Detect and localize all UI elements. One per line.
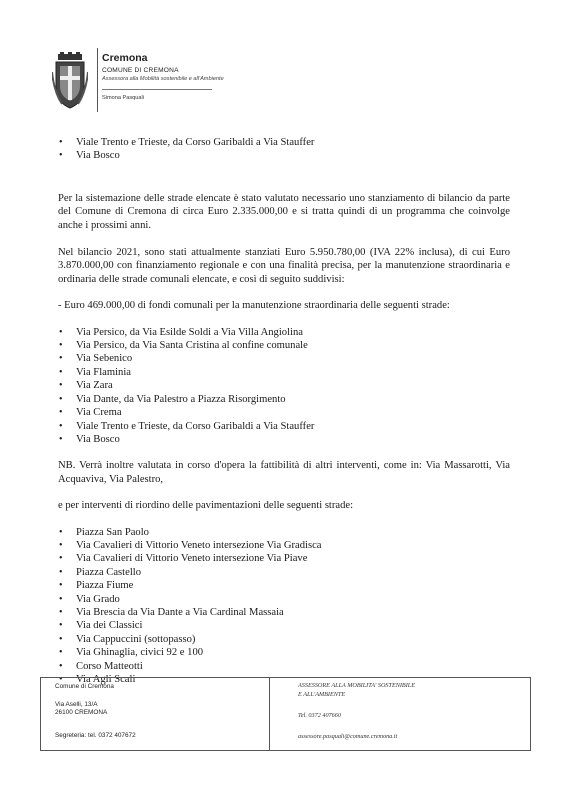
paragraph-nb: NB. Verrà inoltre valutata in corso d'opera la fattibilità di altri interventi, come in: Via Massarotti, Via Acquaviva, Via Palestro,: [58, 460, 510, 485]
maintenance-street-list: [58, 326, 510, 447]
footer-assessore-title-2: E ALL'AMBIENTE: [298, 691, 346, 698]
list-item: • Viale Trento e Trieste, da Corso Garibaldi a Via Stauffer: [76, 420, 510, 433]
list-item: • Via Crema: [76, 406, 510, 419]
document-body: [58, 136, 510, 686]
header-rule: [102, 89, 212, 90]
footer-assessore-email[interactable]: assessore.pasquali@comune.cremona.it: [298, 733, 398, 740]
city-crest-logo: [52, 52, 88, 110]
pavement-street-list: [58, 526, 510, 687]
footer-address-block: [41, 678, 270, 750]
paragraph-fondi-comunali: - Euro 469.000,00 di fondi comunali per la manutenzione straordinaria delle seguenti strade:: [58, 300, 450, 312]
list-item: • Via Ghinaglia, civici 92 e 100: [76, 646, 510, 659]
top-street-list: [58, 136, 510, 163]
paragraph-bilancio-2021: Nel bilancio 2021, sono stati attualmente stanziati Euro 5.950.780,00 (IVA 22% inclusa), di cui Euro 3.870.000,00 con finanziamento regionale e con una finalità precisa, per la manutenzione straordinaria e ordinaria delle strade comunali elencate, e così di seguito suddivisi:: [58, 247, 510, 285]
list-item: • Via Sebenico: [76, 352, 510, 365]
list-item: • Via Persico, da Via Santa Cristina al confine comunale: [76, 339, 510, 352]
list-item: • Via dei Classici: [76, 619, 510, 632]
list-item: • Piazza Fiume: [76, 579, 510, 592]
list-item: • Via Dante, da Via Palestro a Piazza Risorgimento: [76, 393, 510, 406]
paragraph-riordino: e per interventi di riordino delle pavimentazioni delle seguenti strade:: [58, 500, 354, 512]
list-item: • Via Bosco: [76, 149, 510, 162]
footer-assessore-phone: Tel. 0372 407660: [298, 712, 341, 719]
footer-city: 26100 CREMONA: [55, 709, 108, 716]
list-item: • Via Flaminia: [76, 366, 510, 379]
footer-street: Via Aselli, 13/A: [55, 701, 98, 708]
list-item: • Via Bosco: [76, 433, 510, 446]
footer-box: [40, 677, 531, 751]
list-item: • Via Persico, da Via Esilde Soldi a Via Villa Angiolina: [76, 326, 510, 339]
list-item: • Via Brescia da Via Dante a Via Cardinal Massaia: [76, 606, 510, 619]
paragraph-budget: Per la sistemazione delle strade elencate è stato valutato necessario uno stanziamento di bilancio da parte del Comune di Cremona di circa Euro 2.335.000,00 e si tratta quindi di un programma che coinvolge anche i prossimi anni.: [58, 192, 510, 231]
footer-segreteria-phone: Segreteria: tel. 0372 407672: [55, 732, 136, 739]
list-item: • Via Cavalieri di Vittorio Veneto intersezione Via Gradisca: [76, 539, 510, 552]
footer-assessore-title: ASSESSORE ALLA MOBILITA' SOSTENIBILE: [298, 682, 415, 689]
list-item: • Via Agli Scali: [76, 673, 510, 686]
list-item: • Viale Trento e Trieste, da Corso Garibaldi a Via Stauffer: [76, 136, 510, 149]
list-item: • Via Cavalieri di Vittorio Veneto intersezione Via Piave: [76, 552, 510, 565]
header-divider: [97, 48, 98, 112]
city-name: Cremona: [102, 52, 148, 64]
list-item: • Corso Matteotti: [76, 660, 510, 673]
list-item: • Via Grado: [76, 593, 510, 606]
list-item: • Via Zara: [76, 379, 510, 392]
list-item: • Via Cappuccini (sottopasso): [76, 633, 510, 646]
letterhead: [52, 46, 352, 116]
list-item: • Piazza San Paolo: [76, 526, 510, 539]
list-item: • Piazza Castello: [76, 566, 510, 579]
footer-comune: Comune di Cremona: [55, 683, 114, 690]
signatory-name: Simona Pasquali: [102, 95, 144, 101]
assessorato-title: Assessora alla Mobilità sostenibile e all'Ambiente: [102, 76, 224, 82]
comune-name: COMUNE DI CREMONA: [102, 67, 179, 74]
